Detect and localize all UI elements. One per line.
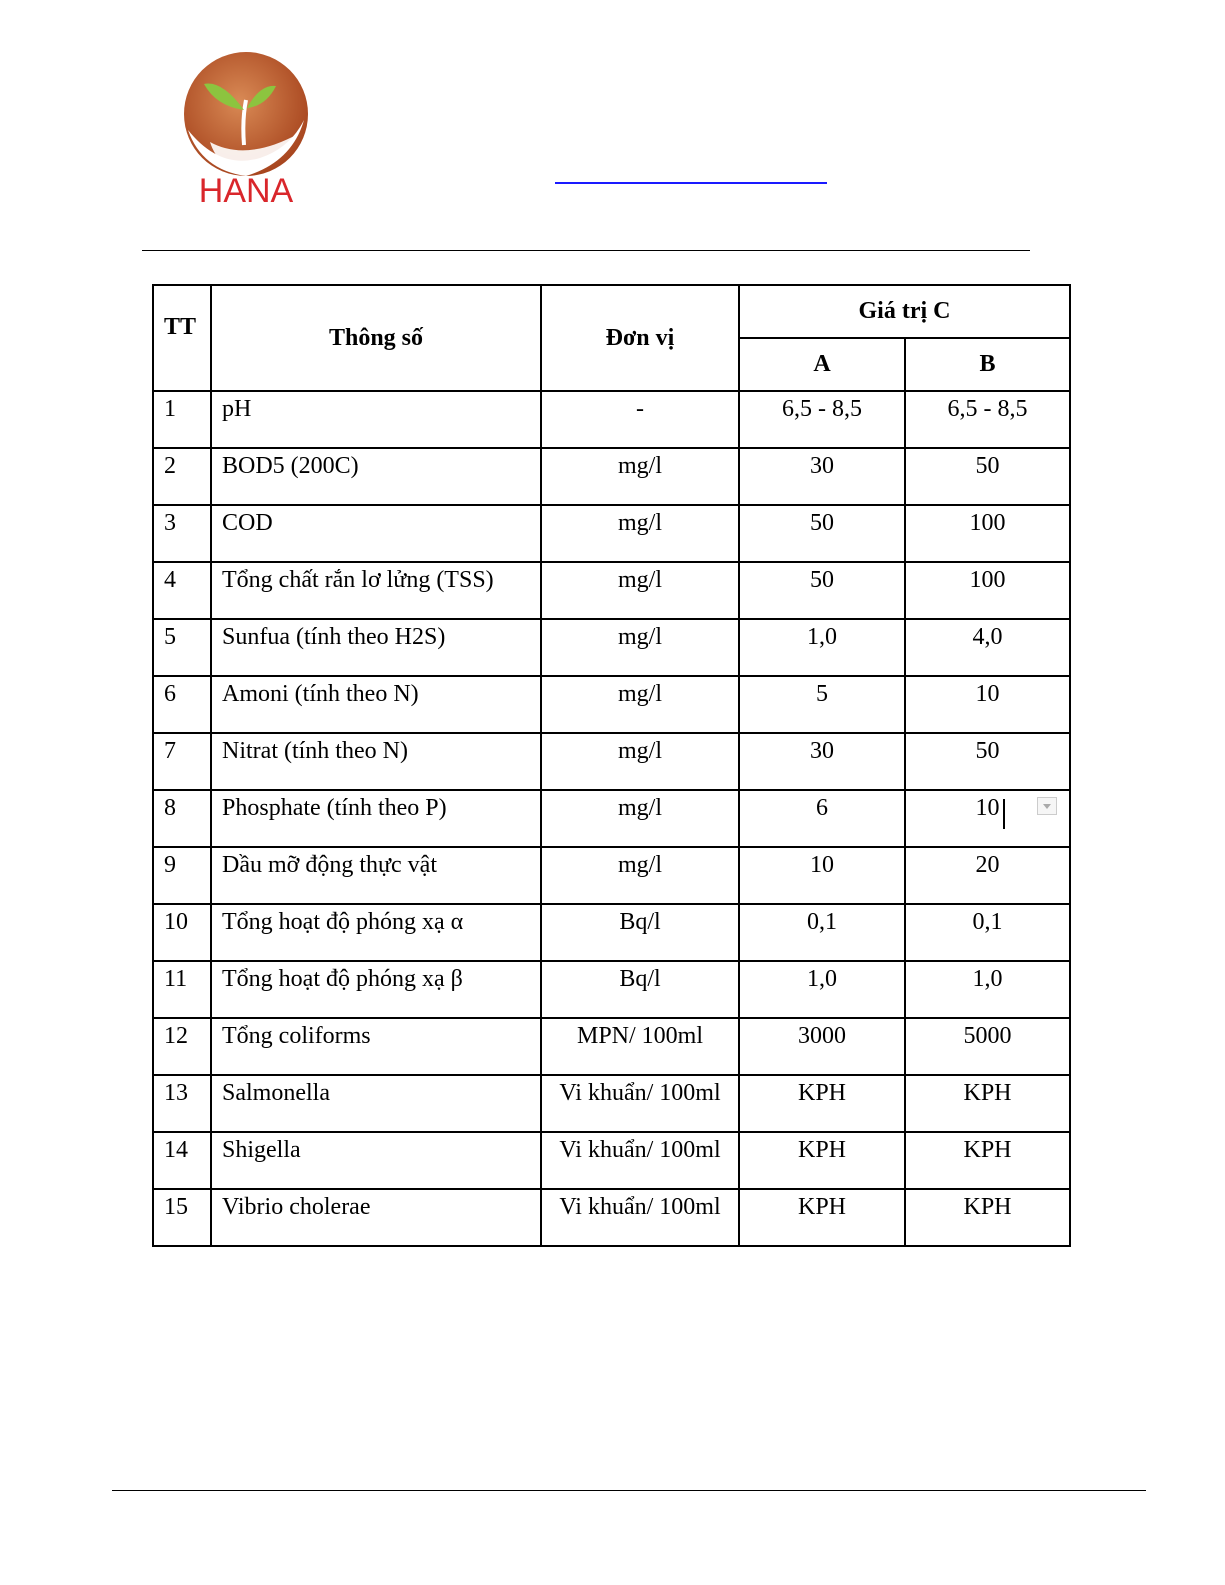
parameter-cell xyxy=(211,505,541,562)
unit-cell-text: mg/l xyxy=(617,453,662,479)
value-a-cell xyxy=(739,847,905,904)
value-a-cell-text: 3000 xyxy=(798,1023,846,1049)
value-a-cell xyxy=(739,676,905,733)
value-a-cell xyxy=(739,904,905,961)
parameter-cell-text: pH xyxy=(222,396,252,422)
unit-cell xyxy=(541,1132,739,1189)
row-number xyxy=(153,448,211,505)
row-number xyxy=(153,847,211,904)
row-number-text: 3 xyxy=(164,510,176,536)
header-tt: TT xyxy=(153,285,211,391)
value-b-cell xyxy=(905,619,1070,676)
unit-cell-text: mg/l xyxy=(617,510,662,536)
parameter-cell xyxy=(211,448,541,505)
row-number xyxy=(153,1132,211,1189)
value-b-cell xyxy=(905,1189,1070,1246)
parameter-cell-text: Tổng coliforms xyxy=(222,1023,371,1049)
value-a-cell-text: 30 xyxy=(810,738,834,764)
value-b-cell-text: KPH xyxy=(963,1137,1012,1163)
value-a-cell-text: 50 xyxy=(810,510,834,536)
value-b-cell-text: 6,5 - 8,5 xyxy=(947,396,1028,422)
table-row xyxy=(153,1132,1070,1189)
parameter-cell xyxy=(211,733,541,790)
value-b-cell xyxy=(905,847,1070,904)
value-b-cell-text: 1,0 xyxy=(972,966,1003,992)
value-a-cell xyxy=(739,505,905,562)
parameter-cell xyxy=(211,391,541,448)
parameter-cell-text: Salmonella xyxy=(222,1080,330,1106)
row-number-text: 14 xyxy=(164,1137,188,1163)
parameter-cell-text: Nitrat (tính theo N) xyxy=(222,738,408,764)
unit-cell xyxy=(541,904,739,961)
value-b-cell[interactable] xyxy=(905,790,1070,847)
value-a-cell xyxy=(739,391,905,448)
row-number-text: 12 xyxy=(164,1023,188,1049)
parameter-cell-text: Amoni (tính theo N) xyxy=(222,681,419,707)
unit-cell xyxy=(541,562,739,619)
value-b-cell xyxy=(905,562,1070,619)
value-b-cell xyxy=(905,505,1070,562)
parameter-cell-text: Shigella xyxy=(222,1137,301,1163)
value-a-cell-text: 10 xyxy=(810,852,834,878)
row-number-text: 4 xyxy=(164,567,176,593)
value-b-cell xyxy=(905,448,1070,505)
row-number-text: 13 xyxy=(164,1080,188,1106)
table-row xyxy=(153,1189,1070,1246)
value-a-cell-text: 6 xyxy=(816,795,828,821)
unit-cell-text: Bq/l xyxy=(619,966,661,992)
table-row xyxy=(153,733,1070,790)
footer-divider xyxy=(112,1490,1146,1491)
value-a-cell xyxy=(739,733,905,790)
parameter-cell-text: Vibrio cholerae xyxy=(222,1194,371,1220)
parameter-cell xyxy=(211,562,541,619)
value-a-cell xyxy=(739,1189,905,1246)
unit-cell xyxy=(541,676,739,733)
table-row xyxy=(153,448,1070,505)
value-a-cell-text: 1,0 xyxy=(807,624,837,650)
unit-cell-text: Vi khuẩn/ 100ml xyxy=(559,1194,721,1220)
parameter-cell-text: Tổng hoạt độ phóng xạ α xyxy=(222,909,464,935)
row-number-text: 6 xyxy=(164,681,176,707)
value-b-cell-text: 50 xyxy=(975,453,1000,479)
unit-cell xyxy=(541,961,739,1018)
parameter-cell xyxy=(211,676,541,733)
unit-cell xyxy=(541,1018,739,1075)
table-row xyxy=(153,676,1070,733)
svg-text:HANA: HANA xyxy=(198,172,294,210)
row-number-text: 15 xyxy=(164,1194,188,1220)
header-a: A xyxy=(739,338,905,391)
table-row xyxy=(153,847,1070,904)
value-b-cell-text: 20 xyxy=(975,852,1000,878)
value-a-cell xyxy=(739,1075,905,1132)
parameter-cell xyxy=(211,1075,541,1132)
row-number-text: 10 xyxy=(164,909,188,935)
row-number-text: 11 xyxy=(164,966,188,992)
row-number-text: 2 xyxy=(164,453,176,479)
row-number xyxy=(153,904,211,961)
row-number-text: 9 xyxy=(164,852,176,878)
table-row xyxy=(153,619,1070,676)
unit-cell-text: mg/l xyxy=(617,681,662,707)
header-link-underline[interactable] xyxy=(555,182,827,184)
parameter-cell xyxy=(211,961,541,1018)
parameter-cell xyxy=(211,1018,541,1075)
value-a-cell-text: 1,0 xyxy=(807,966,837,992)
parameter-cell xyxy=(211,619,541,676)
value-a-cell-text: 0,1 xyxy=(807,909,837,935)
unit-cell-text: mg/l xyxy=(617,852,662,878)
unit-cell xyxy=(541,391,739,448)
header-param: Thông số xyxy=(211,285,541,391)
row-number xyxy=(153,733,211,790)
parameter-cell-text: BOD5 (200C) xyxy=(222,453,359,479)
unit-cell-text: Vi khuẩn/ 100ml xyxy=(559,1080,721,1106)
row-number xyxy=(153,790,211,847)
parameter-cell xyxy=(211,847,541,904)
row-number xyxy=(153,1018,211,1075)
row-number xyxy=(153,1189,211,1246)
parameter-cell xyxy=(211,790,541,847)
value-b-cell xyxy=(905,1132,1070,1189)
parameter-cell-text: Dầu mỡ động thực vật xyxy=(222,852,437,878)
water-standard-table xyxy=(152,284,1071,1247)
value-b-cell xyxy=(905,1075,1070,1132)
value-b-cell-text: 10 xyxy=(975,681,1000,707)
value-b-cell-text: 100 xyxy=(969,567,1006,593)
row-number-text: 1 xyxy=(164,396,176,422)
value-a-cell-text: KPH xyxy=(797,1137,846,1163)
value-a-cell-text: KPH xyxy=(797,1194,846,1220)
hana-logo xyxy=(180,50,314,210)
value-b-cell-text: 10 xyxy=(975,795,1000,821)
unit-cell xyxy=(541,619,739,676)
header-value-group: Giá trị C xyxy=(739,285,1070,338)
parameter-cell-text: Sunfua (tính theo H2S) xyxy=(222,624,446,650)
row-number xyxy=(153,961,211,1018)
unit-cell xyxy=(541,733,739,790)
value-b-cell-text: 50 xyxy=(975,738,1000,764)
parameter-cell-text: COD xyxy=(222,510,273,536)
value-b-cell xyxy=(905,1018,1070,1075)
unit-cell xyxy=(541,448,739,505)
unit-cell-text: Bq/l xyxy=(619,909,661,935)
table-row xyxy=(153,1075,1070,1132)
value-a-cell xyxy=(739,448,905,505)
table-row xyxy=(153,505,1070,562)
value-b-cell-text: KPH xyxy=(963,1080,1012,1106)
row-number-text: 5 xyxy=(164,624,176,650)
table-row xyxy=(153,391,1070,448)
value-b-cell xyxy=(905,961,1070,1018)
parameter-cell-text: Tổng hoạt độ phóng xạ β xyxy=(222,966,463,992)
value-a-cell-text: 30 xyxy=(810,453,834,479)
header-unit: Đơn vị xyxy=(541,285,739,391)
unit-cell-text: Vi khuẩn/ 100ml xyxy=(559,1137,721,1163)
header-b: B xyxy=(905,338,1070,391)
parameter-cell-text: Phosphate (tính theo P) xyxy=(222,795,447,821)
unit-cell xyxy=(541,1075,739,1132)
table-row xyxy=(153,1018,1070,1075)
cell-dropdown-icon[interactable] xyxy=(1037,797,1057,815)
unit-cell-text: - xyxy=(636,396,644,422)
row-number xyxy=(153,1075,211,1132)
parameter-cell xyxy=(211,904,541,961)
unit-cell xyxy=(541,1189,739,1246)
row-number xyxy=(153,505,211,562)
value-a-cell xyxy=(739,1018,905,1075)
value-b-cell-text: 100 xyxy=(969,510,1006,536)
row-number xyxy=(153,619,211,676)
row-number-text: 8 xyxy=(164,795,176,821)
unit-cell xyxy=(541,790,739,847)
value-a-cell xyxy=(739,790,905,847)
value-b-cell-text: 0,1 xyxy=(972,909,1003,935)
value-b-cell-text: 5000 xyxy=(963,1023,1012,1049)
row-number xyxy=(153,676,211,733)
text-caret xyxy=(1003,799,1005,829)
value-a-cell xyxy=(739,562,905,619)
unit-cell-text: mg/l xyxy=(617,567,662,593)
value-a-cell xyxy=(739,619,905,676)
row-number xyxy=(153,391,211,448)
value-a-cell-text: 6,5 - 8,5 xyxy=(782,396,862,422)
unit-cell xyxy=(541,505,739,562)
value-a-cell xyxy=(739,1132,905,1189)
value-a-cell-text: 50 xyxy=(810,567,834,593)
unit-cell-text: MPN/ 100ml xyxy=(576,1023,704,1049)
value-b-cell-text: 4,0 xyxy=(972,624,1003,650)
unit-cell-text: mg/l xyxy=(617,624,662,650)
value-b-cell xyxy=(905,733,1070,790)
value-b-cell xyxy=(905,391,1070,448)
table-row xyxy=(153,562,1070,619)
header-divider xyxy=(142,250,1030,251)
table-row xyxy=(153,790,1070,847)
row-number-text: 7 xyxy=(164,738,176,764)
value-a-cell xyxy=(739,961,905,1018)
value-b-cell-text: KPH xyxy=(963,1194,1012,1220)
parameter-cell xyxy=(211,1189,541,1246)
unit-cell-text: mg/l xyxy=(617,738,662,764)
row-number xyxy=(153,562,211,619)
value-a-cell-text: KPH xyxy=(797,1080,846,1106)
parameter-cell xyxy=(211,1132,541,1189)
value-a-cell-text: 5 xyxy=(816,681,828,707)
unit-cell xyxy=(541,847,739,904)
unit-cell-text: mg/l xyxy=(617,795,662,821)
table-row xyxy=(153,904,1070,961)
value-b-cell xyxy=(905,676,1070,733)
value-b-cell xyxy=(905,904,1070,961)
table-row xyxy=(153,961,1070,1018)
parameter-cell-text: Tổng chất rắn lơ lửng (TSS) xyxy=(222,567,494,593)
